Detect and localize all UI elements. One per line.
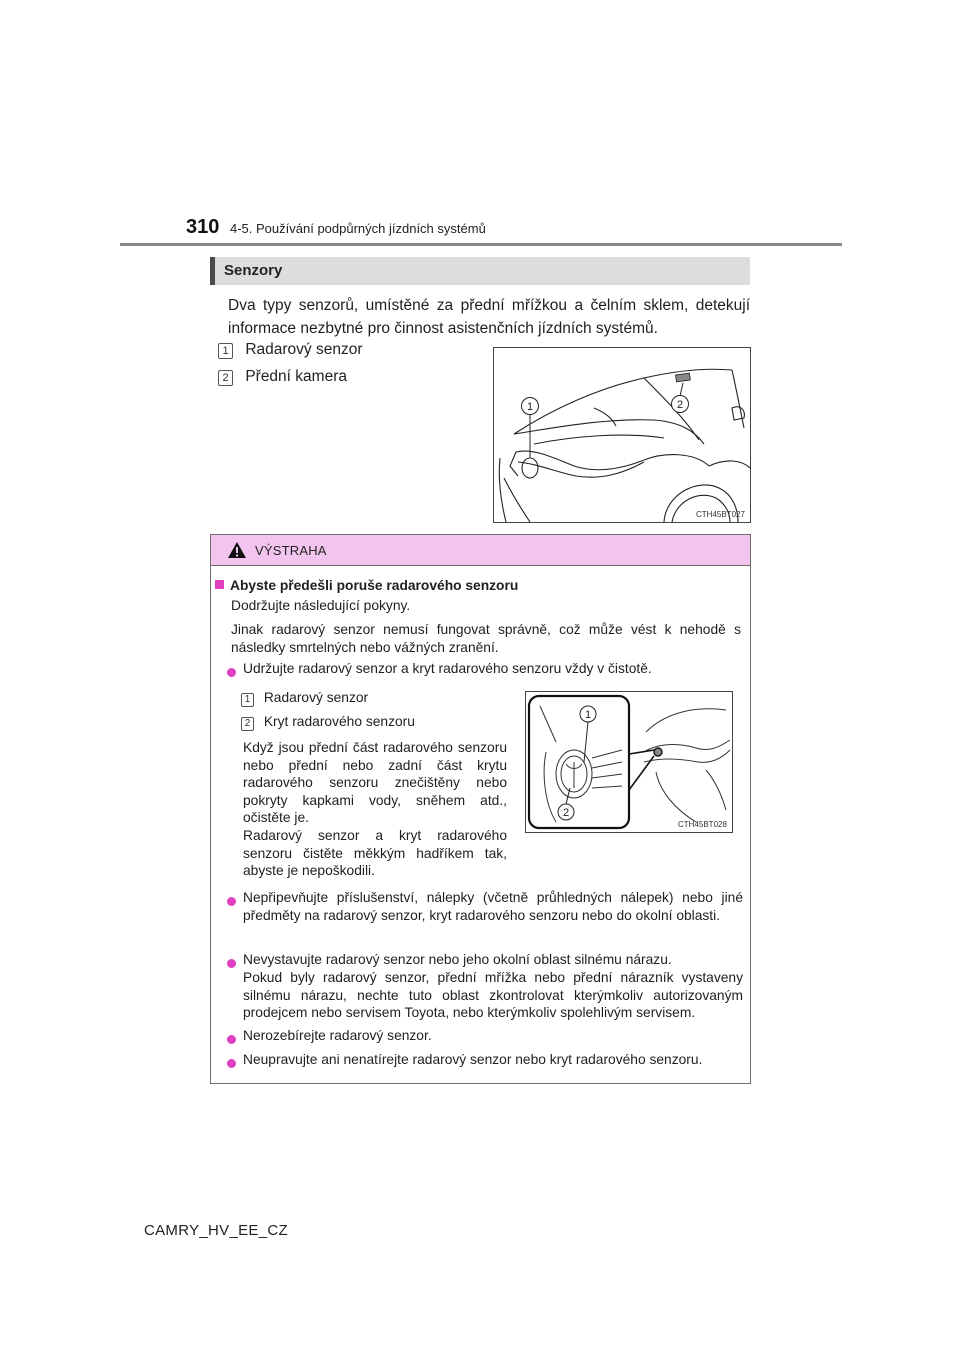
callout-number: 1 bbox=[241, 693, 254, 707]
warning-box bbox=[210, 534, 751, 1084]
bullet-text: Nepřipevňujte příslušenství, nálepky (včetně průhledných nálepek) nebo jiné předměty na radarový senzor, kryt radarového senzoru nebo do okolní oblasti. bbox=[243, 890, 743, 923]
figure-code: CTH45BT027 bbox=[696, 510, 745, 519]
warning-icon bbox=[227, 541, 247, 559]
cleaning-instruction: Když jsou přední část radarového senzoru nebo přední nebo zadní část krytu radarového senzoru znečištěny nebo pokryty kapkami vody, sněhem atd., očistěte je. bbox=[243, 740, 507, 825]
square-bullet-icon bbox=[215, 580, 224, 589]
legend-label: Kryt radarového senzoru bbox=[263, 714, 415, 729]
callout-1: 1 bbox=[584, 709, 592, 721]
callout-number: 1 bbox=[218, 343, 233, 359]
warning-paragraph: Dodržujte následující pokyny. bbox=[231, 598, 411, 613]
section-header: 4-5. Používání podpůrných jízdních systémů bbox=[230, 221, 486, 236]
callout-1: 1 bbox=[526, 401, 534, 413]
legend-label: Radarový senzor bbox=[245, 341, 363, 358]
legend-item bbox=[218, 368, 347, 386]
callout-number: 2 bbox=[218, 370, 233, 386]
bullet-dot-icon bbox=[227, 893, 236, 911]
bullet-dot-icon bbox=[227, 664, 236, 682]
warning-paragraph: Jinak radarový senzor nemusí fungovat správně, což může vést k nehodě s následky smrtelných nebo vážných zranění. bbox=[231, 622, 741, 655]
document-code: CAMRY_HV_EE_CZ bbox=[144, 1222, 288, 1239]
car-front-illustration bbox=[493, 347, 751, 523]
bullet-text: Nerozebírejte radarový senzor. bbox=[243, 1028, 432, 1043]
warning-title: VÝSTRAHA bbox=[255, 543, 327, 558]
callout-number: 2 bbox=[241, 717, 254, 731]
legend-label: Radarový senzor bbox=[263, 690, 369, 705]
intro-paragraph: Dva typy senzorů, umístěné za přední mřížkou a čelním sklem, detekují informace nezbytné pro činnost asistenčních jízdních systémů. bbox=[228, 297, 750, 337]
bullet-text: Pokud byly radarový senzor, přední mřížka nebo přední nárazník vystaveny silnému nárazu, nechte tuto oblast zkontrolovat kterýmkoliv autorizovaným prodejcem nebo servisem Toyota, nebo kterýmkoliv spolehlivým servisem. bbox=[243, 970, 743, 1020]
section-heading: Senzory bbox=[224, 262, 283, 279]
bullet-text: Udržujte radarový senzor a kryt radarového senzoru vždy v čistotě. bbox=[243, 661, 652, 676]
warning-heading: Abyste předešli poruše radarového senzoru bbox=[215, 577, 518, 595]
cleaning-instruction: Radarový senzor a kryt radarového senzoru čistěte měkkým hadříkem tak, abyste je nepoškodili. bbox=[243, 828, 507, 878]
legend-item bbox=[218, 341, 362, 359]
car-drawing bbox=[494, 348, 750, 522]
legend-item bbox=[241, 713, 415, 731]
page-number: 310 bbox=[186, 216, 220, 238]
bullet-dot-icon bbox=[227, 1031, 236, 1049]
bullet-text: Neupravujte ani nenatírejte radarový senzor nebo kryt radarového senzoru. bbox=[243, 1052, 703, 1067]
bullet-dot-icon bbox=[227, 955, 236, 973]
header-rule bbox=[120, 243, 842, 246]
figure-code: CTH45BT028 bbox=[678, 820, 727, 829]
radar-drawing bbox=[526, 692, 732, 832]
callout-2: 2 bbox=[562, 807, 570, 819]
section-heading-bar bbox=[210, 257, 750, 285]
radar-sensor-illustration bbox=[525, 691, 733, 833]
heading-marker bbox=[210, 257, 215, 285]
bullet-dot-icon bbox=[227, 1055, 236, 1073]
legend-item bbox=[241, 689, 368, 707]
legend-label: Přední kamera bbox=[245, 368, 347, 385]
callout-2: 2 bbox=[676, 399, 684, 411]
bullet-text: Nevystavujte radarový senzor nebo jeho okolní oblast silnému nárazu. bbox=[243, 952, 672, 967]
warning-header bbox=[211, 535, 750, 566]
